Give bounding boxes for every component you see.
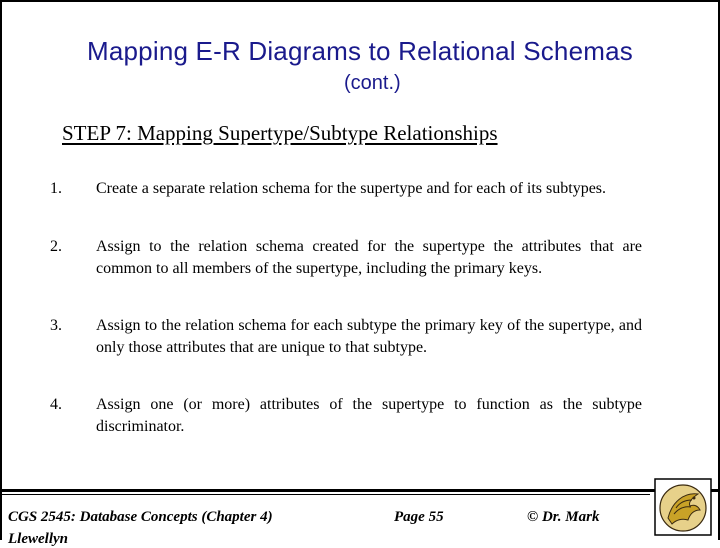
slide-border-top [0, 0, 720, 2]
ucf-pegasus-logo-icon [654, 478, 712, 536]
slide-border-left [0, 0, 2, 540]
footer-page-number: Page 55 [394, 509, 444, 525]
footer-author-continued: Llewellyn [8, 531, 68, 547]
list-item-number: 4. [50, 396, 62, 413]
list-item-number: 1. [50, 180, 62, 197]
slide-subtitle: (cont.) [344, 72, 401, 94]
footer-divider [0, 489, 720, 492]
footer-course: CGS 2545: Database Concepts (Chapter 4) [8, 509, 273, 525]
footer-divider-thin [0, 494, 650, 495]
list-item-text: Assign to the relation schema for each subtype the primary key of the supertype, and only those attributes that are unique to that subtype. [96, 317, 642, 356]
list-item-text: Create a separate relation schema for the supertype and for each of its subtypes. [96, 180, 607, 197]
list-item-text: Assign one (or more) attributes of the supertype to function as the subtype discriminator. [96, 396, 642, 435]
step-heading: STEP 7: Mapping Supertype/Subtype Relationships [62, 121, 498, 145]
list-item-text: Assign to the relation schema created for the supertype the attributes that are common to all members of the supertype, including the primary keys. [96, 238, 642, 277]
list-item-number: 2. [50, 238, 62, 255]
footer-author: © Dr. Mark [527, 509, 600, 525]
slide-title: Mapping E-R Diagrams to Relational Schemas [87, 36, 633, 66]
list-item-number: 3. [50, 317, 62, 334]
